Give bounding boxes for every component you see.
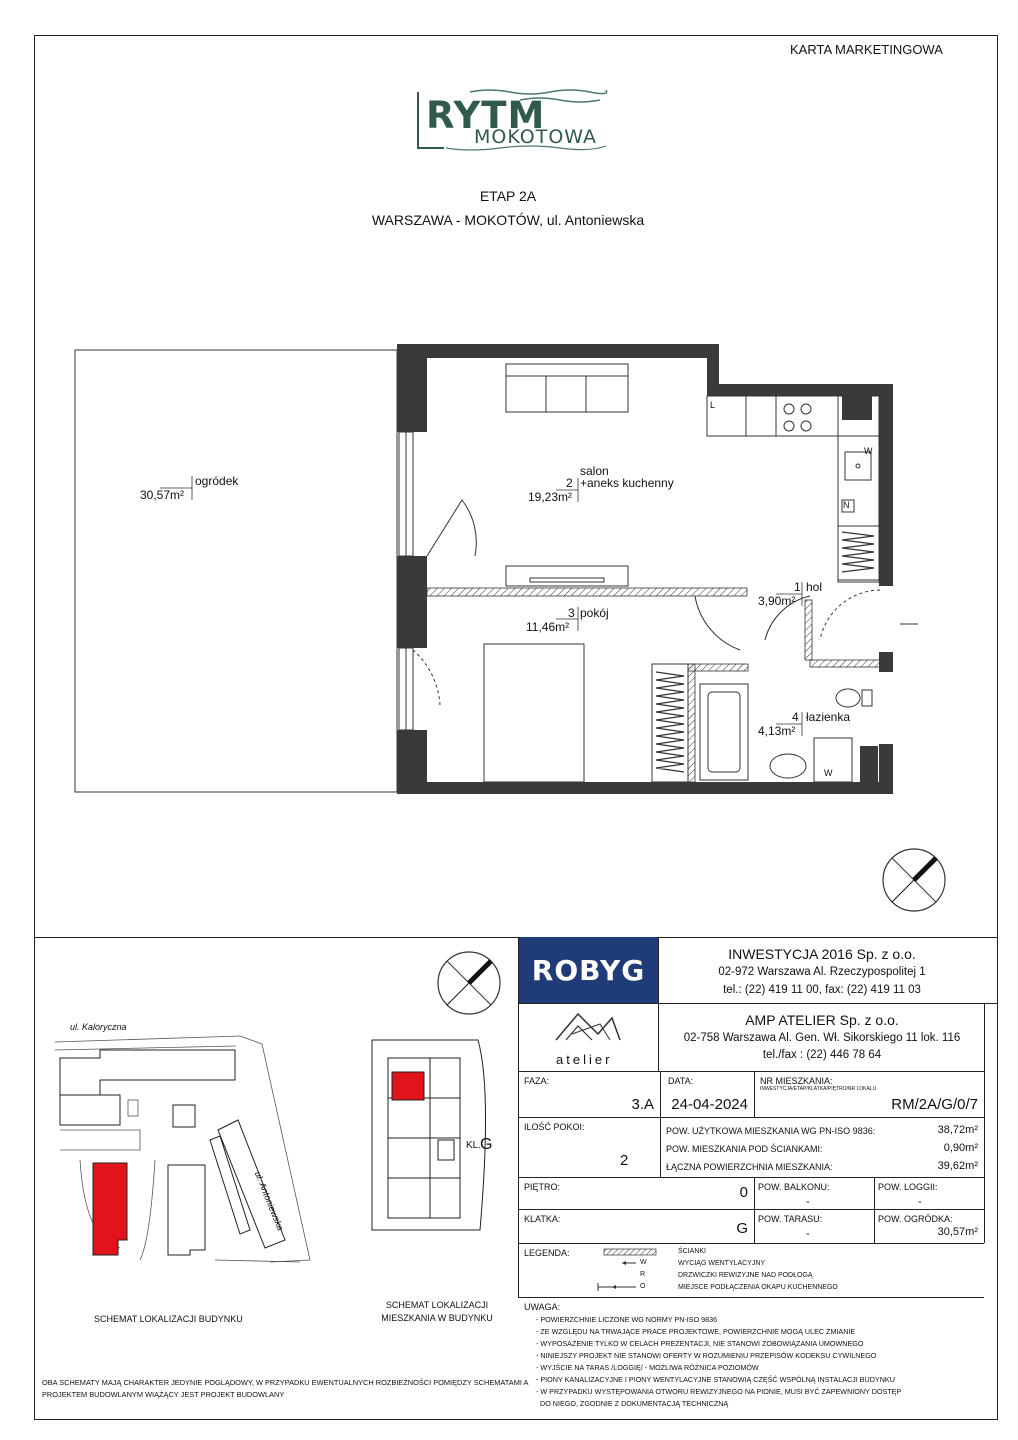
legend-item-1: ŚCIANKI — [678, 1248, 707, 1255]
notes-list — [536, 1314, 901, 1410]
pow-pod-label: POW. MIESZKANIA POD ŚCIANKAMI: — [666, 1144, 823, 1154]
note-item: - POWIERZCHNIE LICZONE WG NORMY PN-ISO 9836 — [536, 1315, 718, 1324]
nr-label: NR MIESZKANIA: — [760, 1076, 833, 1086]
investor-address: 02-972 Warszawa Al. Rzeczypospolitej 1 — [718, 966, 926, 978]
architect-phone: tel./fax : (22) 446 78 64 — [762, 1049, 882, 1061]
nr-value: RM/2A/G/0/7 — [891, 1096, 978, 1113]
room-pokoj-area: 11,46m² — [526, 620, 570, 634]
legend-title: LEGENDA: — [524, 1248, 570, 1258]
note-item: - PIONY KANALIZACYJNE I PIONY WENTYLACYJNE STANOWIĄ CZĘŚĆ WSPÓLNĄ INSTALACJI BUDYNKU — [536, 1375, 895, 1384]
schema-building: SCHEMAT LOKALIZACJI BUDYNKU — [94, 1314, 243, 1324]
architect-name: AMP ATELIER Sp. z o.o. — [745, 1012, 899, 1028]
room-pokoj-name: pokój — [580, 606, 609, 620]
disclaimer-1: OBA SCHEMATY MAJĄ CHARAKTER JEDYNIE POGLĄDOWY, W PRZYPADKU EWENTUALNYCH ROZBIEŻNOŚCI POMIĘDZY SCHEMATAMI A — [42, 1378, 529, 1387]
note-item: DO NIEGO, ZGODNIE Z DOKUMENTACJĄ TECHNICZNĄ — [540, 1399, 729, 1408]
logo-rytm: RYTM — [426, 94, 546, 137]
klatka-label: KLATKA: — [524, 1214, 561, 1224]
stage-label: ETAP 2A — [479, 188, 537, 204]
investor-phone: tel.: (22) 419 11 00, fax: (22) 419 11 03 — [723, 984, 921, 996]
pokoje-label: ILOŚĆ POKOI: — [524, 1122, 585, 1132]
loggia-value: - — [918, 1196, 922, 1208]
notes-title: UWAGA: — [524, 1302, 561, 1312]
note-item: - W PRZYPADKU WYSTĘPOWANIA OTWORU REWIZYJNEGO NA PIONIE, MUSI BYĆ ZAPEWNIONY DOSTĘP — [536, 1387, 902, 1396]
balkon-value: - — [806, 1196, 810, 1208]
investor-name: INWESTYCJA 2016 Sp. z o.o. — [728, 946, 916, 962]
note-item: - NINIEJSZY PROJEKT NIE STANOWI OFERTY W ROZUMIENIU PRZEPISÓW KODEKSU CYWILNEGO — [536, 1351, 877, 1360]
legend-sym-w: W — [640, 1259, 647, 1266]
mark-w2: W — [824, 768, 833, 778]
room-ogrodek-area: 30,57m² — [140, 488, 185, 502]
kl-label: KL. — [466, 1140, 482, 1151]
legend-sym-o: O — [640, 1283, 646, 1290]
mark-l: L — [710, 400, 716, 410]
note-item: - WYJŚCIE NA TARAS /LOGGIĘ/ - MOŻLIWA RÓŻNICA POZIOMÓW — [536, 1363, 759, 1372]
data-value: 24-04-2024 — [671, 1096, 748, 1113]
data-label: DATA: — [668, 1076, 694, 1086]
room-hol-no: 1 — [794, 580, 801, 594]
room-salon-name: salon — [580, 464, 609, 478]
legend-sym-r: R — [640, 1271, 646, 1278]
pow-laczna-value: 39,62m² — [937, 1160, 978, 1172]
ogrodek-value: 30,57m² — [937, 1226, 978, 1238]
legend-item-3: DRZWICZKI REWIZYJNE NAD PODŁOGĄ — [678, 1272, 813, 1279]
legend-item-4: MIEJSCE PODŁĄCZENIA OKAPU KUCHENNEGO — [678, 1284, 838, 1291]
room-salon-no: 2 — [566, 476, 573, 490]
kl-letter: G — [480, 1136, 493, 1153]
pow-uzytkowa-label: POW. UŻYTKOWA MIESZKANIA WG PN-ISO 9836: — [666, 1126, 876, 1136]
room-hol-area: 3,90m² — [758, 594, 796, 608]
street-antoniewska: ul. Antoniewska — [252, 1170, 286, 1232]
mark-w: W — [864, 446, 873, 456]
pietro-value: 0 — [739, 1184, 748, 1201]
klatka-value: G — [736, 1220, 748, 1237]
robyg-logo: ROBYG — [519, 937, 658, 1003]
pokoje-value: 2 — [620, 1152, 629, 1169]
architect-address: 02-758 Warszawa Al. Gen. Wł. Sikorskiego 11 lok. 116 — [683, 1032, 961, 1044]
room-lazienka-name: łazienka — [806, 710, 851, 724]
room-ogrodek-name: ogródek — [195, 474, 239, 488]
room-lazienka-no: 4 — [792, 710, 799, 724]
ogrodek-label: POW. OGRÓDKA: — [878, 1214, 953, 1224]
street-kaloryczna: ul. Kaloryczna — [70, 1022, 127, 1032]
loggia-label: POW. LOGGII: — [878, 1182, 938, 1192]
pietro-label: PIĘTRO: — [524, 1182, 561, 1192]
balkon-label: POW. BALKONU: — [758, 1182, 830, 1192]
taras-label: POW. TARASU: — [758, 1214, 823, 1224]
note-item: - ZE WZGLĘDU NA TRWAJĄCE PRACE PROJEKTOWE, POWIERZCHNIE MOGĄ ULEC ZMIANIE — [536, 1327, 856, 1336]
logo-mokotowa: MOKOTOWA — [474, 126, 598, 148]
room-salon-name2: +aneks kuchenny — [580, 476, 674, 490]
disclaimer-2: PROJEKTEM BUDOWLANYM WIĄŻĄCY JEST PROJEKT BUDOWLANY — [42, 1390, 285, 1399]
faza-value: 3.A — [631, 1096, 654, 1113]
mark-n: N — [843, 500, 850, 510]
schema-flat-2: MIESZKANIA W BUDYNKU — [381, 1313, 493, 1323]
nr-sublabel: INWESTYCJA/ETAP/KLATKA/PIĘTRO/NR LOKALU — [760, 1086, 877, 1092]
card-title: KARTA MARKETINGOWA — [790, 42, 943, 57]
pow-uzytkowa-value: 38,72m² — [937, 1124, 978, 1136]
address-label: WARSZAWA - MOKOTÓW, ul. Antoniewska — [371, 212, 645, 228]
legend-item-2: WYCIĄG WENTYLACYJNY — [678, 1260, 766, 1267]
faza-label: FAZA: — [524, 1076, 550, 1086]
note-item: - WYPOSAŻENIE TYLKO W CELACH PREZENTACJI, NIE STANOWI ZOBOWIĄZANIA UMOWNEGO — [536, 1339, 864, 1348]
schema-flat-1: SCHEMAT LOKALIZACJI — [385, 1300, 489, 1310]
room-hol-name: hol — [806, 580, 823, 594]
room-lazienka-area: 4,13m² — [758, 724, 796, 738]
atelier-text: atelier — [556, 1052, 613, 1067]
room-salon-area: 19,23m² — [528, 490, 573, 504]
taras-value: - — [806, 1228, 810, 1240]
room-pokoj-no: 3 — [568, 606, 575, 620]
pow-laczna-label: ŁĄCZNA POWIERZCHNIA MIESZKANIA: — [666, 1162, 833, 1172]
pow-pod-value: 0,90m² — [943, 1142, 978, 1154]
